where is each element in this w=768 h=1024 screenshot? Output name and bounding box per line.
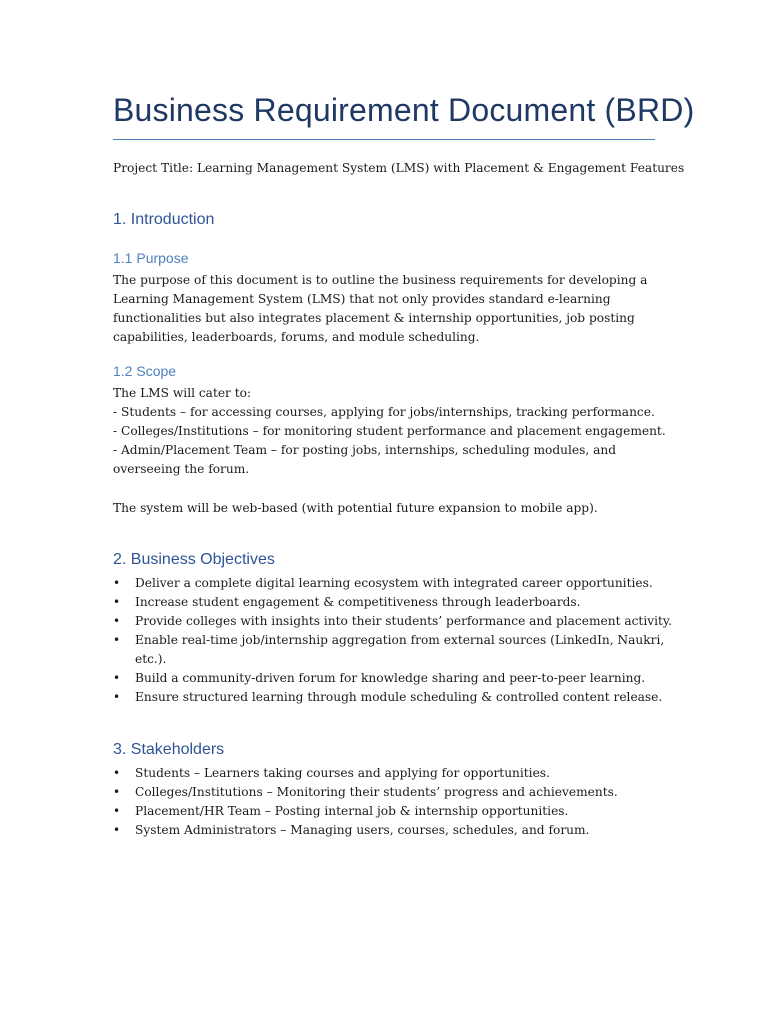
bullet-icon: • (113, 785, 121, 799)
scope-line: overseeing the forum. (113, 462, 250, 476)
scope-closing: The system will be web-based (with potential future expansion to mobile app). (113, 501, 598, 515)
list-item: • Placement/HR Team – Posting internal job & internship opportunities. (113, 802, 673, 821)
list-item: • Enable real-time job/internship aggregation from external sources (LinkedIn, Naukri, etc.). (113, 633, 665, 666)
list-item: • Ensure structured learning through module scheduling & controlled content release. (113, 688, 673, 707)
scope-line: - Admin/Placement Team – for posting jobs, internships, scheduling modules, and (113, 443, 617, 457)
bullet-icon: • (113, 804, 121, 818)
bullet-icon: • (113, 671, 121, 685)
list-item: • Increase student engagement & competitiveness through leaderboards. (113, 593, 673, 612)
list-item: • Students – Learners taking courses and applying for opportunities. (113, 764, 673, 783)
project-title: Project Title: Learning Management System (LMS) with Placement & Engagement Features (113, 161, 685, 175)
bullet-icon: • (113, 633, 121, 647)
bullet-icon: • (113, 690, 121, 704)
purpose-line: functionalities but also integrates placement & internship opportunities, job posting (113, 311, 635, 325)
title-underline (113, 139, 655, 140)
purpose-line: capabilities, leaderboards, forums, and module scheduling. (113, 330, 480, 344)
scope-line: - Colleges/Institutions – for monitoring student performance and placement engagement. (113, 424, 666, 438)
document-title: Business Requirement Document (BRD) (113, 92, 695, 128)
purpose-line: The purpose of this document is to outline the business requirements for developing a (113, 273, 648, 287)
purpose-paragraph (113, 271, 647, 347)
bullet-icon: • (113, 595, 121, 609)
list-item: • Deliver a complete digital learning ecosystem with integrated career opportunities. (113, 574, 673, 593)
list-item: • System Administrators – Managing users, courses, schedules, and forum. (113, 821, 673, 840)
heading-business-objectives: 2. Business Objectives (113, 551, 275, 568)
heading-stakeholders: 3. Stakeholders (113, 741, 225, 758)
stakeholders-list (113, 764, 673, 840)
bullet-icon: • (113, 766, 121, 780)
heading-purpose: 1.1 Purpose (113, 250, 189, 266)
heading-scope: 1.2 Scope (113, 363, 177, 379)
list-item: • Colleges/Institutions – Monitoring their students’ progress and achievements. (113, 783, 673, 802)
list-item: • Build a community-driven forum for knowledge sharing and peer-to-peer learning. (113, 669, 673, 688)
purpose-line: Learning Management System (LMS) that not only provides standard e-learning (113, 292, 611, 306)
list-item: • Provide colleges with insights into their students’ performance and placement activity. (113, 612, 673, 631)
bullet-icon: • (113, 823, 121, 837)
heading-introduction: 1. Introduction (113, 211, 215, 228)
scope-line: - Students – for accessing courses, applying for jobs/internships, tracking performance. (113, 405, 655, 419)
list-item-continuation: etc.). (135, 652, 167, 666)
objectives-list (113, 574, 673, 707)
bullet-icon: • (113, 614, 121, 628)
scope-paragraph (113, 384, 666, 479)
scope-line: The LMS will cater to: (113, 386, 252, 400)
bullet-icon: • (113, 576, 121, 590)
